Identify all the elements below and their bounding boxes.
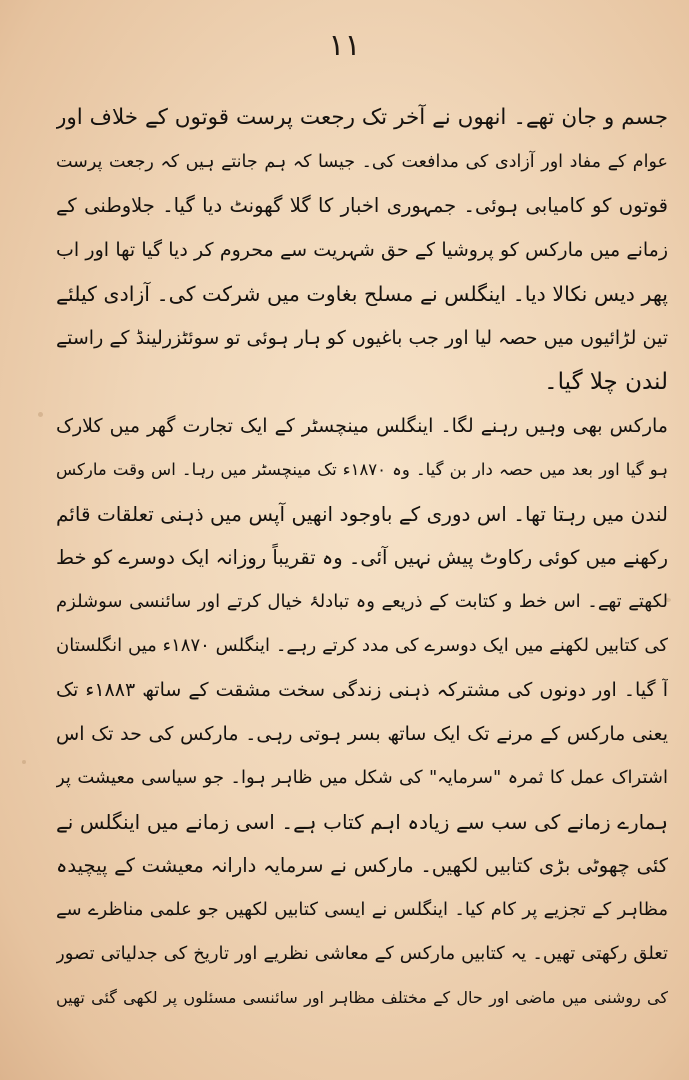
text-line: لندن چلا گیا۔ — [544, 369, 668, 395]
text-line: جسم و جان تھے۔ انھوں نے آخر تک رجعت پرست قوتوں کے خلاف اور — [56, 105, 668, 130]
text-line: پھر دیس نکالا دیا۔ اینگلس نے مسلح بغاوت میں شرکت کی۔ آزادی کیلئے — [56, 282, 668, 306]
text-line: اشتراک عمل کا ثمرہ "سرمایہ" کی شکل میں ظاہر ہوا۔ جو سیاسی معیشت پر — [56, 767, 668, 788]
text-line: کی روشنی میں ماضی اور حال کے مختلف مظاہر اور سائنسی مسئلوں پر لکھی گئی تھیں — [56, 988, 668, 1007]
text-line: تین لڑائیوں میں حصہ لیا اور جب باغیوں کو ہار ہوئی تو سوئٹزرلینڈ کے راستے — [56, 327, 668, 349]
text-line: لکھتے تھے۔ اس خط و کتابت کے ذریعے وہ تبادلۂ خیال کرتے اور سائنسی سوشلزم — [56, 591, 668, 612]
text-line: کی کتابیں لکھنے میں ایک دوسرے کی مدد کرتے رہے۔ اینگلس ۱۸۷۰ء میں انگلستان — [56, 635, 668, 656]
text-line: قوتوں کو کامیابی ہوئی۔ جمہوری اخبار کا گلا گھونٹ دیا گیا۔ جلاوطنی کے — [56, 194, 668, 217]
page-number: ۱۱ — [328, 28, 361, 63]
text-line: ہمارے زمانے کی سب سے زیادہ اہم کتاب ہے۔ اسی زمانے میں اینگلس نے — [56, 810, 668, 834]
text-line: عوام کے مفاد اور آزادی کی مدافعت کی۔ جیسا کہ ہم جانتے ہیں کہ رجعت پرست — [56, 152, 668, 172]
text-line: آ گیا۔ اور دونوں کی مشترکہ ذہنی زندگی سخت مشقت کے ساتھ ۱۸۸۳ء تک — [56, 679, 668, 701]
text-line: رکھنے میں کوئی رکاوٹ پیش نہیں آئی۔ وہ تقریباً روزانہ ایک دوسرے کو خط — [56, 546, 668, 569]
paper-speck — [38, 412, 43, 417]
text-line: یعنی مارکس کے مرنے تک ایک ساتھ بسر ہوتی رہی۔ مارکس کی حد تک اس — [56, 723, 668, 745]
text-line: مارکس بھی وہیں رہنے لگا۔ اینگلس مینچسٹر کے ایک تجارت گھر میں کلارک — [56, 415, 668, 437]
paper-speck — [22, 760, 26, 764]
text-line: مظاہر کے تجزیے پر کام کیا۔ اینگلس نے ایسی کتابیں لکھیں جو علمی مناظرے سے — [56, 899, 668, 920]
text-line: لندن میں رہتا تھا۔ اس دوری کے باوجود انھیں آپس میں ذہنی تعلقات قائم — [56, 502, 668, 526]
text-line: کئی چھوٹی بڑی کتابیں لکھیں۔ مارکس نے سرمایہ دارانہ معیشت کے پیچیدہ — [56, 854, 668, 877]
text-line: تعلق رکھتی تھیں۔ یہ کتابیں مارکس کے معاشی نظریے اور تاریخ کی جدلیاتی تصور — [56, 943, 668, 964]
text-line: زمانے میں مارکس کو پروشیا کے حق شہریت سے محروم کر دیا گیا تھا اور اب — [56, 239, 668, 261]
body-text — [56, 96, 668, 1020]
text-line: ہو گیا اور بعد میں حصہ دار بن گیا۔ وہ ۱۸۷۰ء تک مینچسٹر میں رہا۔ اس وقت مارکس — [56, 460, 668, 479]
